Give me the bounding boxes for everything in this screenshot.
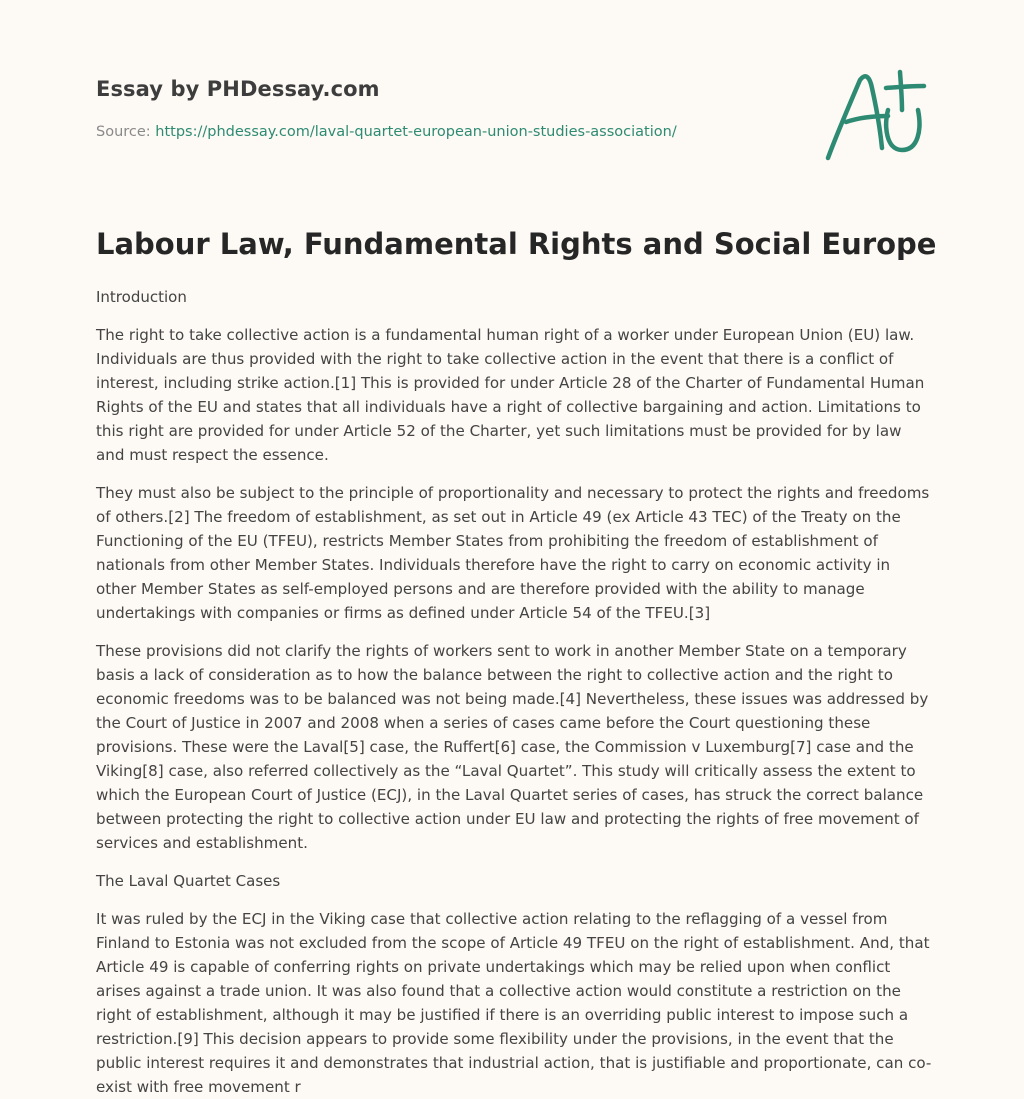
- paragraph: These provisions did not clarify the rights of workers sent to work in another Member State on a temporary basis a lack of consideration as to how the balance between the right to collective action and the right to economic freedoms was to be balanced was not being made.[4] Nevertheless, these issues was addressed by the Court of Justice in 2007 and 2008 when a series of cases came before the Court questioning these provisions. These were the Laval[5] case, the Ruffert[6] case, the Commission v Luxemburg[7] case and the Viking[8] case, also referred collectively as the “Laval Quartet”. This study will critically assess the extent to which the European Court of Justice (ECJ), in the Laval Quartet series of cases, has struck the correct balance between protecting the right to collective action under EU law and protecting the rights of free movement of services and establishment.: [96, 642, 929, 852]
- page-title: Labour Law, Fundamental Rights and Social Europe: [96, 227, 937, 261]
- source-line: [96, 124, 677, 140]
- page-header: [96, 0, 928, 200]
- article: [96, 222, 937, 1099]
- paragraph: They must also be subject to the principle of proportionality and necessary to protect the rights and freedoms of others.[2] The freedom of establishment, as set out in Article 49 (ex Article 43 TEC) of the Treaty on the Functioning of the EU (TFEU), restricts Member States from prohibiting the freedom of establishment of nationals from other Member States. Individuals therefore have the right to carry on economic activity in other Member States as self-employed persons and are therefore provided with the ability to manage undertakings with companies or firms as defined under Article 54 of the TFEU.[3]: [96, 484, 930, 622]
- section-heading-laval-quartet-cases: The Laval Quartet Cases: [96, 872, 281, 890]
- paragraph: The right to take collective action is a fundamental human right of a worker under European Union (EU) law. Individuals are thus provided with the right to take collective action in the event that there is a conflict of interest, including strike action.[1] This is provided for under Article 28 of the Charter of Fundamental Human Rights of the EU and states that all individuals have a right of collective bargaining and action. Limitations to this right are provided for under Article 52 of the Charter, yet such limitations must be provided for by law and must respect the essence.: [96, 326, 925, 464]
- a-plus-logo-icon: [822, 66, 928, 166]
- source-label: Source:: [96, 124, 156, 140]
- section-heading-introduction: Introduction: [96, 288, 187, 306]
- paragraph: It was ruled by the ECJ in the Viking case that collective action relating to the reflagging of a vessel from Finland to Estonia was not excluded from the scope of Article 49 TFEU on the right of establishment. And, that Article 49 is capable of conferring rights on private undertakings which may be relied upon when conflict arises against a trade union. It was also found that a collective action would constitute a restriction on the right of establishment, although it may be justified if there is an overriding public interest to impose such a restriction.[9] This decision appears to provide some flexibility under the provisions, in the event that the public interest requires it and demonstrates that industrial action, that is justifiable and proportionate, can co-exist with free movement r: [96, 910, 932, 1096]
- source-link[interactable]: https://phdessay.com/laval-quartet-european-union-studies-association/: [155, 124, 677, 140]
- site-title: Essay by PHDessay.com: [96, 77, 380, 101]
